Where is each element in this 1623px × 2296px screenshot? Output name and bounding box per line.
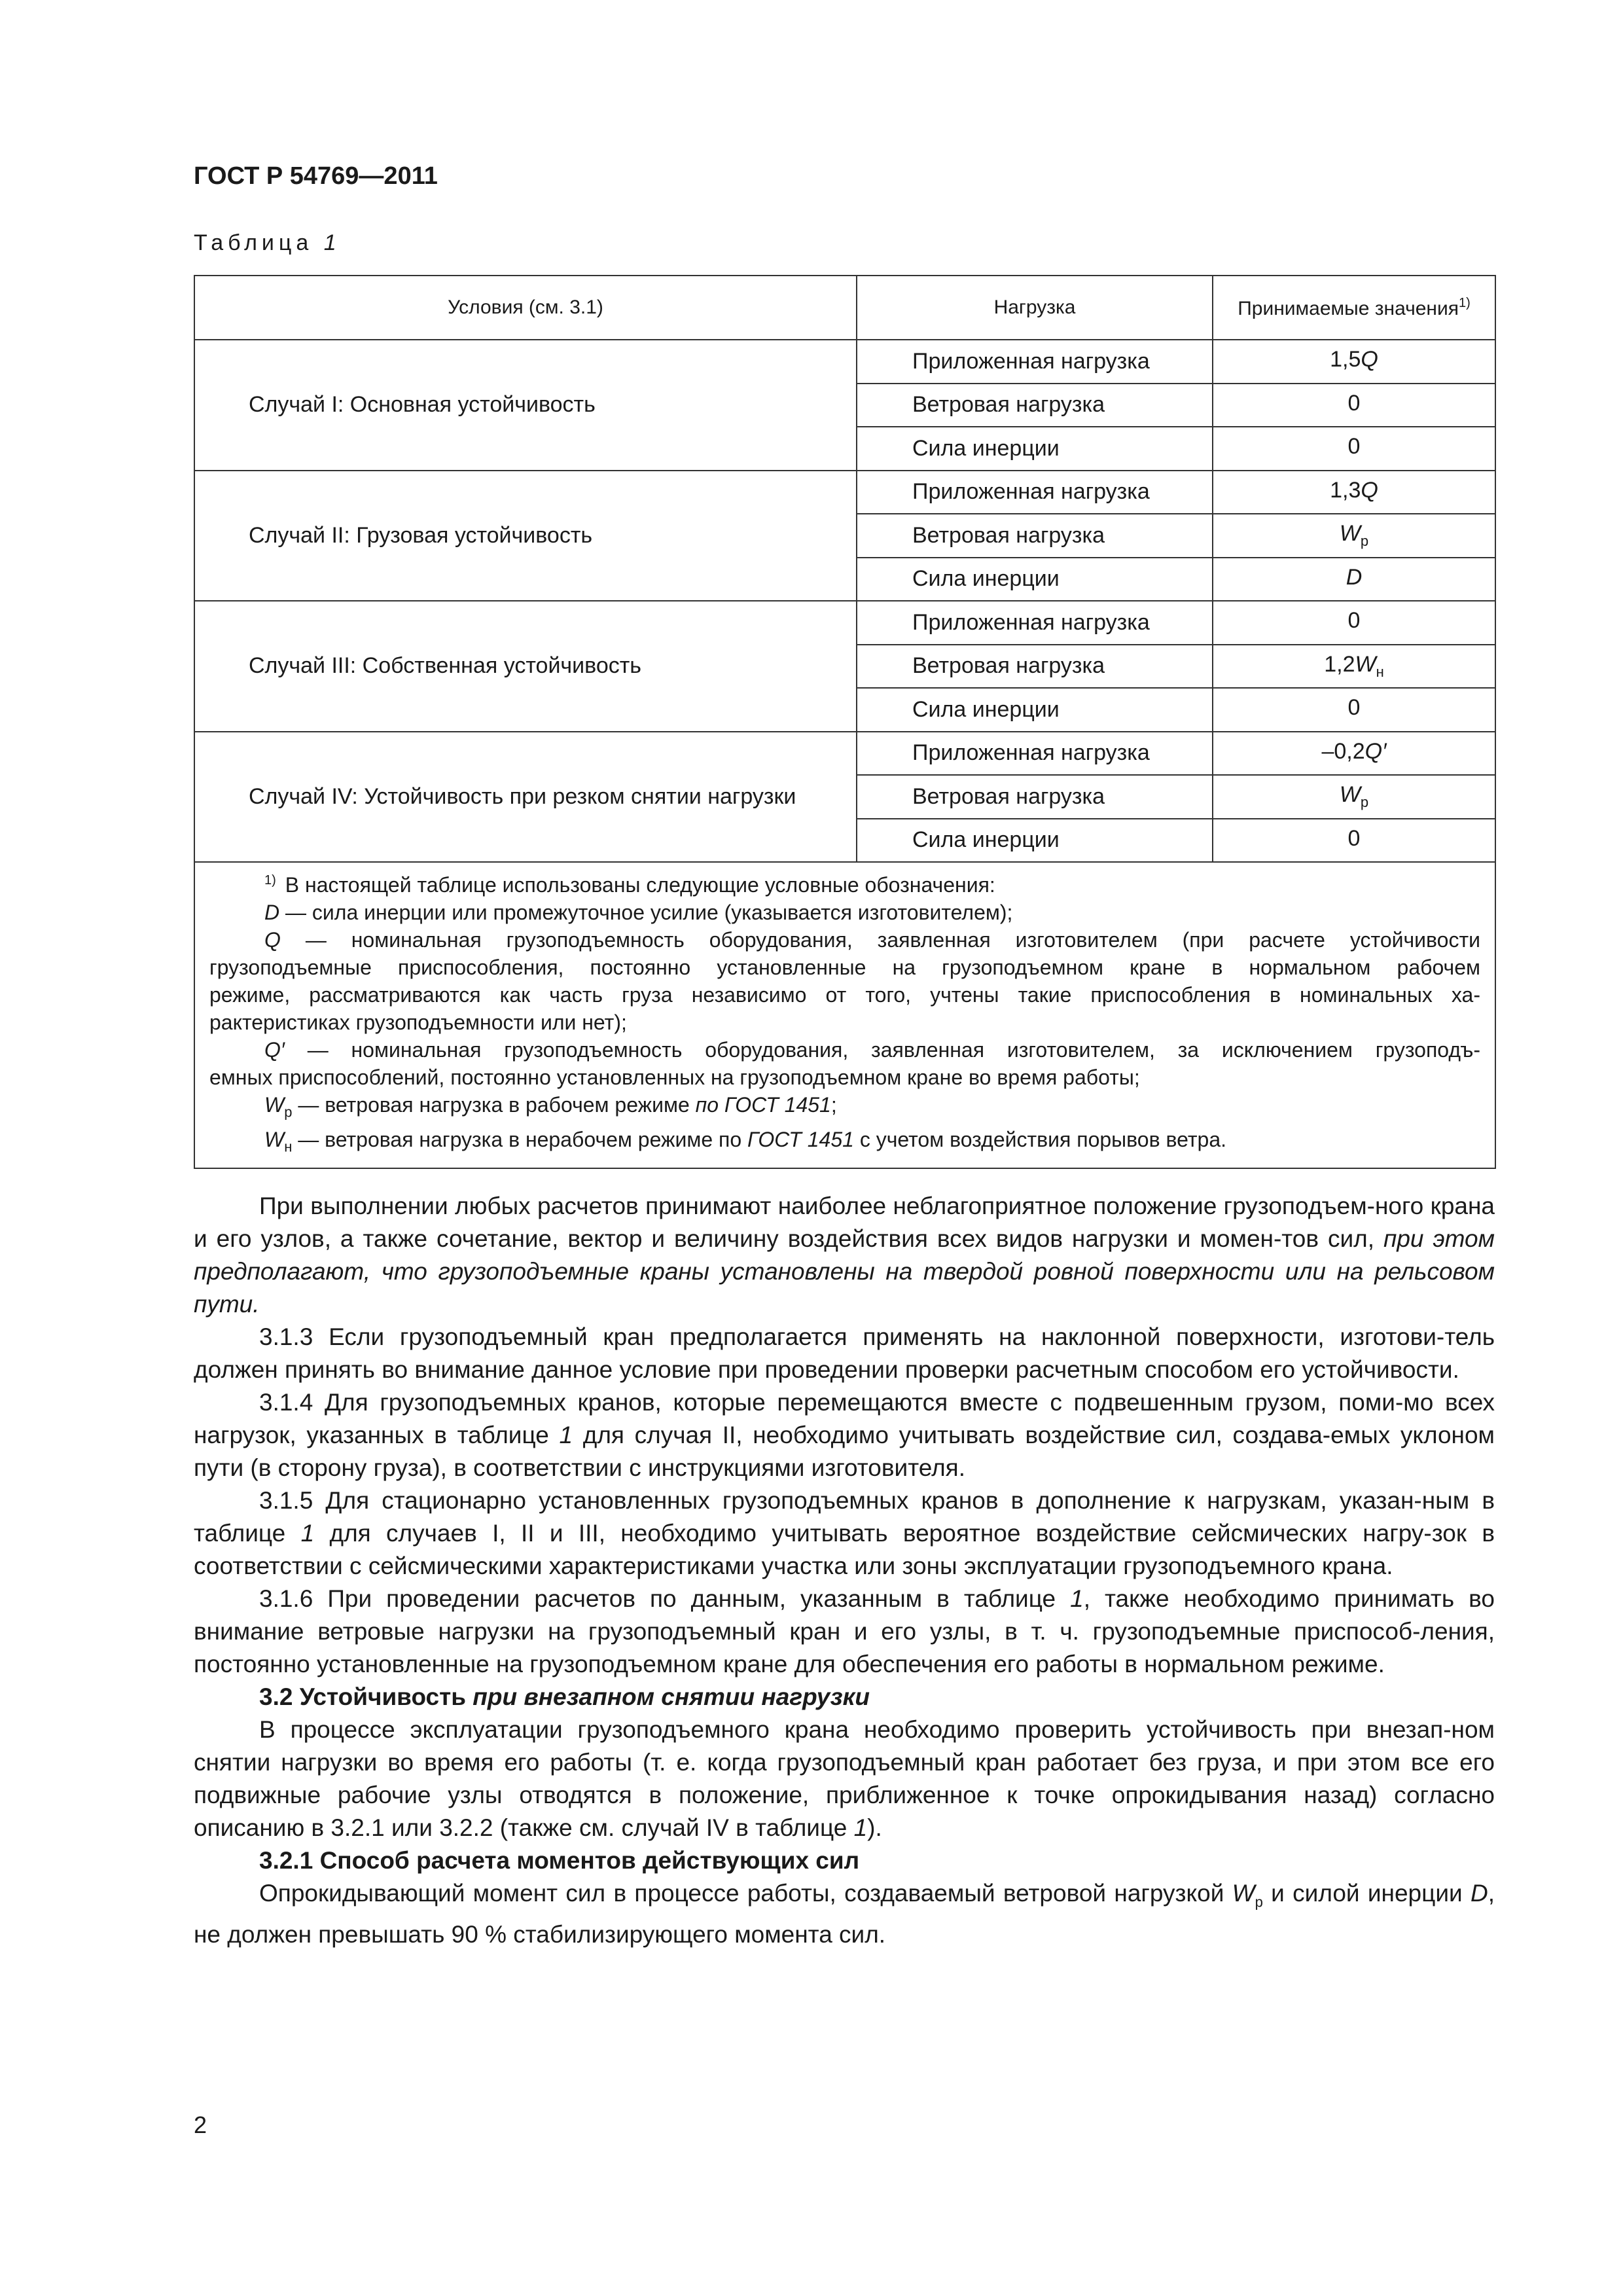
table-row bbox=[194, 732, 1495, 776]
table-caption-number: 1 bbox=[323, 230, 336, 255]
value-number: 0 bbox=[1347, 390, 1361, 416]
note-wp-end: ; bbox=[830, 1093, 837, 1117]
load-type-cell: Ветровая нагрузка bbox=[857, 384, 1213, 427]
value-symbol: W bbox=[1355, 651, 1376, 677]
document-code: ГОСТ Р 54769—2011 bbox=[194, 162, 438, 190]
note-wn-reference: ГОСТ 1451 bbox=[747, 1128, 854, 1152]
note-d bbox=[209, 899, 1480, 926]
load-type-cell: Сила инерции bbox=[857, 819, 1213, 863]
header-load: Нагрузка bbox=[857, 276, 1213, 340]
table-row bbox=[194, 601, 1495, 645]
heading-3-2-1: 3.2.1 Способ расчета моментов действующих сил bbox=[259, 1847, 860, 1874]
value-number: 1,5 bbox=[1330, 347, 1361, 372]
paragraph-3-2-text-a: В процессе эксплуатации грузоподъемного крана необходимо проверить устойчивость при внезап-ном снятии нагрузки во время его работы (т. е. когда грузоподъемный кран работает без груза, и при этом все его подвижные рабочие узлы отводятся в положение, приближенное к точке опрокидывания назад) согласно описанию в 3.2.1 или 3.2.2 (также см. случай IV в таблице bbox=[194, 1716, 1495, 1841]
value-number: –0,2 bbox=[1321, 738, 1365, 764]
load-type-cell: Приложенная нагрузка bbox=[857, 732, 1213, 776]
heading-3-2-italic: при внезапном снятии нагрузки bbox=[473, 1683, 870, 1710]
load-type-cell: Сила инерции bbox=[857, 427, 1213, 471]
note-q-line4: рактеристиках грузоподъемности или нет); bbox=[209, 1011, 627, 1034]
table-header-row bbox=[194, 276, 1495, 340]
note-wn-symbol: W bbox=[264, 1128, 285, 1152]
table-notes bbox=[194, 862, 1495, 1168]
header-values bbox=[1213, 276, 1495, 340]
note-qprime-line2: емных приспособлений, постоянно установленных на грузоподъемном кране во время работы; bbox=[209, 1066, 1140, 1089]
value-cell bbox=[1213, 645, 1495, 689]
paragraph-3-2-1-symbol-w: W bbox=[1232, 1880, 1255, 1907]
value-cell bbox=[1213, 471, 1495, 514]
table-row bbox=[194, 340, 1495, 384]
note-q-line3: режиме, рассматриваются как часть груза независимо от того, учтены такие приспособления в номинальных ха- bbox=[209, 983, 1480, 1007]
value-cell bbox=[1213, 732, 1495, 776]
note-qprime-symbol: Q′ bbox=[264, 1038, 285, 1062]
value-symbol: W bbox=[1339, 782, 1361, 808]
clause-3-1-4-text-a: 3.1.4 Для грузоподъемных кранов, которые перемещаются вместе с подвешенным грузом, поми-мо всех нагрузок, указанных в таблице bbox=[194, 1389, 1495, 1448]
load-type-cell: Сила инерции bbox=[857, 688, 1213, 732]
page-number: 2 bbox=[194, 2111, 207, 2138]
note-intro-text: В настоящей таблице использованы следующие условные обозначения: bbox=[285, 873, 995, 897]
load-type-cell: Ветровая нагрузка bbox=[857, 775, 1213, 819]
value-cell bbox=[1213, 688, 1495, 732]
load-type-cell: Ветровая нагрузка bbox=[857, 514, 1213, 558]
case-name-cell: Случай II: Грузовая устойчивость bbox=[194, 471, 857, 601]
heading-3-2 bbox=[194, 1681, 1495, 1713]
load-type-cell: Приложенная нагрузка bbox=[857, 340, 1213, 384]
value-subscript: р bbox=[1360, 794, 1369, 811]
paragraph-3-2-1-subscript: р bbox=[1255, 1893, 1263, 1910]
table-row bbox=[194, 471, 1495, 514]
note-q-symbol: Q bbox=[264, 928, 281, 952]
value-number: 1,2 bbox=[1324, 651, 1355, 677]
table-caption-word: Таблица bbox=[194, 230, 313, 255]
value-symbol: W bbox=[1339, 521, 1361, 547]
header-values-footnote-mark: 1) bbox=[1458, 295, 1471, 310]
paragraph-general-conditions bbox=[194, 1190, 1495, 1321]
clause-3-1-4 bbox=[194, 1386, 1495, 1484]
table-caption bbox=[194, 230, 336, 256]
case-name-cell: Случай IV: Устойчивость при резком снятии нагрузки bbox=[194, 732, 857, 863]
value-cell bbox=[1213, 384, 1495, 427]
note-d-text: — сила инерции или промежуточное усилие (указывается изготовителем); bbox=[279, 901, 1013, 924]
value-symbol: D bbox=[1346, 564, 1363, 590]
clause-3-1-6 bbox=[194, 1583, 1495, 1681]
header-values-label: Принимаемые значения bbox=[1238, 297, 1459, 319]
paragraph-3-2-1-text-c: , не должен превышать 90 % стабилизирующего момента сил. bbox=[194, 1880, 1495, 1948]
value-symbol: Q bbox=[1361, 477, 1378, 503]
value-cell bbox=[1213, 340, 1495, 384]
paragraph-3-2-table-ref: 1 bbox=[853, 1814, 868, 1841]
table-body bbox=[194, 340, 1495, 862]
stability-table bbox=[194, 275, 1496, 1169]
clause-3-1-5 bbox=[194, 1484, 1495, 1583]
clause-3-1-5-text-b: для случаев I, II и III, необходимо учитывать вероятное воздействие сейсмических нагру-зок в соответствии с сейсмическими характеристиками участка или зоны эксплуатации грузоподъемного крана. bbox=[194, 1520, 1495, 1579]
value-symbol: Q bbox=[1361, 347, 1378, 372]
note-wn-text: — ветровая нагрузка в нерабочем режиме по bbox=[292, 1128, 748, 1152]
note-wn-subscript: н bbox=[284, 1138, 293, 1155]
note-wp-text: — ветровая нагрузка в рабочем режиме bbox=[292, 1093, 696, 1117]
clause-3-1-5-text-a: 3.1.5 Для стационарно установленных грузоподъемных кранов в дополнение к нагрузкам, указан-ным в таблице bbox=[194, 1487, 1495, 1547]
note-q-line2: грузоподъемные приспособления, постоянно установленные на грузоподъемном кране в нормальном рабочем bbox=[209, 956, 1480, 979]
value-number: 1,3 bbox=[1330, 477, 1361, 503]
value-cell bbox=[1213, 775, 1495, 819]
value-number: 0 bbox=[1347, 695, 1361, 721]
value-cell bbox=[1213, 558, 1495, 601]
clause-3-1-6-text-b: , также необходимо принимать во внимание ветровые нагрузки на грузоподъемный кран и его узлы, в т. ч. грузоподъемные приспособ-ления, постоянно установленные на грузоподъемном кране для обеспечения его работы в нормальном режиме. bbox=[194, 1585, 1495, 1677]
case-name-cell: Случай III: Собственная устойчивость bbox=[194, 601, 857, 732]
clause-3-1-3: 3.1.3 Если грузоподъемный кран предполагается применять на наклонной поверхности, изготови-тель должен принять во внимание данное условие при проведении проверки расчетным способом его устойчивости. bbox=[194, 1323, 1495, 1383]
paragraph-3-2-1-text-b: и силой инерции bbox=[1262, 1880, 1471, 1907]
note-wn-end: с учетом воздействия порывов ветра. bbox=[853, 1128, 1226, 1152]
heading-3-2-text: 3.2 Устойчивость bbox=[259, 1683, 473, 1710]
clause-3-1-4-text-b: для случая II, необходимо учитывать воздействие сил, создава-емых уклоном пути (в сторону груза), в соответствии с инструкциями изготовителя. bbox=[194, 1422, 1495, 1481]
value-cell bbox=[1213, 514, 1495, 558]
note-qprime-text1: — номинальная грузоподъемность оборудования, заявленная изготовителем, за исключением грузоподъ- bbox=[284, 1038, 1480, 1062]
paragraph-general-conditions-italic: при этом предполагают, что грузоподъемные краны установлены на твердой ровной поверхности или на рельсовом пути. bbox=[194, 1225, 1495, 1318]
note-wp-symbol: W bbox=[264, 1093, 285, 1117]
value-subscript: н bbox=[1376, 663, 1384, 680]
paragraph-general-conditions-text: При выполнении любых расчетов принимают наиболее неблагоприятное положение грузоподъем-ного крана и его узлов, а также сочетание, вектор и величину воздействия всех видов нагрузки и момен-тов сил, bbox=[194, 1193, 1495, 1252]
value-number: 0 bbox=[1347, 825, 1361, 851]
value-cell bbox=[1213, 427, 1495, 471]
paragraph-3-2 bbox=[194, 1713, 1495, 1844]
header-conditions: Условия (см. 3.1) bbox=[194, 276, 857, 340]
load-type-cell: Сила инерции bbox=[857, 558, 1213, 601]
value-subscript: р bbox=[1360, 533, 1369, 550]
paragraph-3-2-1-symbol-d: D bbox=[1470, 1880, 1488, 1907]
note-intro-mark: 1) bbox=[264, 873, 276, 888]
note-wp bbox=[209, 1091, 1480, 1126]
clause-3-1-6-table-ref: 1 bbox=[1070, 1585, 1084, 1612]
note-d-symbol: D bbox=[264, 901, 280, 924]
body-section-3-1 bbox=[194, 1190, 1495, 1951]
note-intro bbox=[209, 867, 1480, 899]
clause-3-1-5-table-ref: 1 bbox=[300, 1520, 315, 1547]
note-wp-reference: по ГОСТ 1451 bbox=[695, 1093, 831, 1117]
paragraph-3-2-1 bbox=[194, 1877, 1495, 1951]
case-name-cell: Случай I: Основная устойчивость bbox=[194, 340, 857, 471]
value-symbol: Q′ bbox=[1364, 738, 1387, 764]
value-cell bbox=[1213, 819, 1495, 863]
note-q-line1 bbox=[209, 926, 1480, 954]
value-number: 0 bbox=[1347, 434, 1361, 459]
table-notes-row bbox=[194, 862, 1495, 1168]
note-q-text1: — номинальная грузоподъемность оборудования, заявленная изготовителем (при расчете устойчивости bbox=[280, 928, 1480, 952]
value-number: 0 bbox=[1347, 608, 1361, 634]
paragraph-3-2-1-text-a: Опрокидывающий момент сил в процессе работы, создаваемый ветровой нагрузкой bbox=[259, 1880, 1232, 1907]
clause-3-1-6-text-a: 3.1.6 При проведении расчетов по данным, указанным в таблице bbox=[259, 1585, 1071, 1612]
load-type-cell: Приложенная нагрузка bbox=[857, 471, 1213, 514]
clause-3-1-4-table-ref: 1 bbox=[559, 1422, 573, 1448]
load-type-cell: Ветровая нагрузка bbox=[857, 645, 1213, 689]
note-qprime-line1 bbox=[209, 1036, 1480, 1064]
load-type-cell: Приложенная нагрузка bbox=[857, 601, 1213, 645]
value-cell bbox=[1213, 601, 1495, 645]
note-wp-subscript: р bbox=[284, 1103, 293, 1121]
note-wn bbox=[209, 1126, 1480, 1160]
paragraph-3-2-text-b: ). bbox=[867, 1814, 882, 1841]
